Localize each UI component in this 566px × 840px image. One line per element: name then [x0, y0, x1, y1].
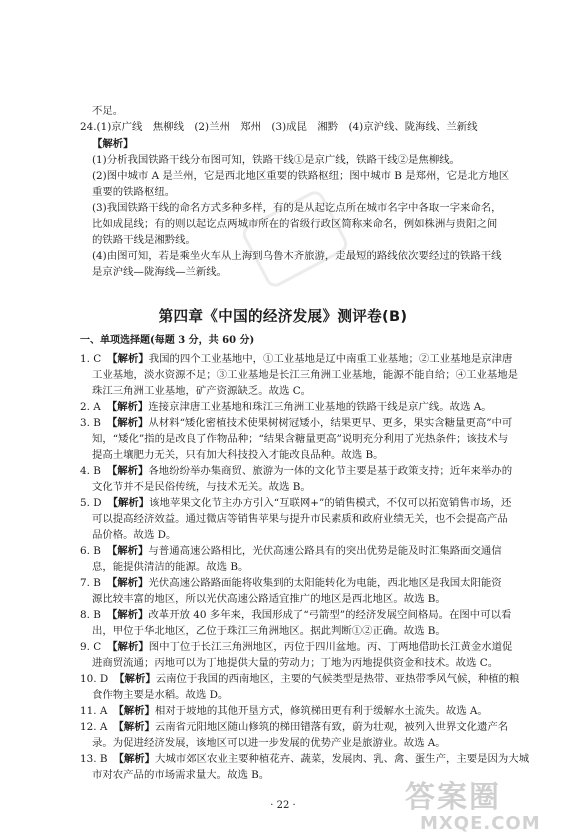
answer-item: [80, 703, 488, 719]
text-line: (3)我国铁路干线的命名方式多种多样，有的是从起讫点所在城市名字中各取一字来命名，: [92, 202, 502, 214]
answer-item: [80, 415, 512, 431]
answer-item: [80, 671, 519, 687]
answer-number: 1. C: [80, 353, 102, 365]
answer-item: [80, 719, 508, 735]
text-line: 是京沪线—陇海线—兰新线。: [92, 266, 228, 278]
text-line: 的铁路干线是湘黔线。: [92, 234, 196, 246]
answer-number: 9. C: [80, 641, 102, 653]
answer-number: 7. B: [80, 577, 101, 589]
text-line: (4)由图可知，若是乘坐火车从上海到乌鲁木齐旅游，走最短的路线依次要经过的铁路干线: [92, 250, 502, 262]
text-line: 重要的铁路枢纽。: [92, 186, 176, 198]
text-line: 相对于坡地的其他开垦方式，修筑梯田更有利于缓解水土流失。故选 A。: [154, 705, 488, 717]
analysis-label: 【解析】: [113, 753, 156, 765]
text-line: 该地苹果文化节主办方引入“互联网+”的销售模式，不仅可以拓宽销售市场，还: [149, 497, 512, 509]
analysis-label: 【解析】: [106, 465, 149, 477]
text-line: 不足。: [92, 105, 124, 117]
text-line: 文化节并不是民俗传统，与技术无关。故选 B。: [92, 481, 311, 493]
answer-item: [80, 463, 512, 479]
answer-number: 12. A: [80, 721, 108, 733]
text-line: 大城市郊区农业主要种植花卉、蔬菜，发展肉、乳、禽、蛋生产，主要是因为大城: [155, 753, 530, 765]
analysis-label: 【解析】: [106, 401, 149, 413]
analysis-label: 【解析】: [106, 609, 149, 621]
answer-number: 11. A: [80, 705, 108, 717]
text-line: 工业基地，淡水资源不足；③工业基地是长江三角洲工业基地，能源不能自给；④工业基地是: [92, 369, 519, 381]
answer-number: 4. B: [80, 465, 101, 477]
analysis-label: 【解析】: [107, 497, 150, 509]
text-line: 比如成昆线；有的则以起讫点两城市所在的省级行政区简称来命名，例如株洲与贵阳之间: [92, 218, 498, 230]
analysis-label: 【解析】: [113, 721, 155, 733]
answer-item: [80, 751, 529, 767]
answer-item: [80, 495, 511, 511]
answer-number: 5. D: [80, 497, 102, 509]
text-line: 录。为促进经济发展，该地区可以进一步发展的优势产业是旅游业。故选 A。: [92, 737, 446, 749]
text-line: (1)分析我国铁路干线分布图可知，铁路干线①是京广线，铁路干线②是焦柳线。: [92, 154, 460, 166]
text-line: 息，能提供清洁的能源。故选 B。: [92, 561, 249, 573]
text-line: 知，“矮化”指的是改良了作物品种；“结果含糖量更高”说明充分利用了光热条件；该技术与: [92, 433, 509, 445]
text-line: 我国的四个工业基地中，①工业基地是辽中南重工业基地；②工业基地是京津唐: [148, 353, 513, 365]
answer-number: 6. B: [80, 545, 101, 557]
text-line: 云南省元阳地区随山修筑的梯田错落有致，蔚为壮观，被列入世界文化遗产名: [154, 721, 509, 733]
text-line: 珠江三角洲工业基地，矿产资源缺乏。故选 C。: [92, 385, 312, 397]
text-line: 可以提高经济效益。通过微店等销售苹果与提升市民素质和政府业绩无关，也不会提高产品: [92, 513, 508, 525]
text-line: 食作物主要是水稻。故选 D。: [92, 689, 229, 701]
answer-number: 2. A: [80, 401, 101, 413]
answer-item: [80, 399, 492, 415]
text-line: 连接京津唐工业基地和珠江三角洲工业基地的铁路干线是京广线。故选 A。: [148, 401, 492, 413]
text-line: 市对农产品的市场需求量大。故选 B。: [92, 769, 270, 781]
page-number: · 22 ·: [270, 800, 296, 811]
answer-item: [80, 543, 502, 559]
text-line: 图中丁位于长江三角洲地区，丙位于四川盆地。丙、丁两地借助长江黄金水道促: [148, 641, 513, 653]
text-line: 从材料“矮化密植技术使果树树冠矮小，结果更早、更多，果实含糖量更高”中可: [148, 417, 513, 429]
text-line: (2)图中城市 A 是兰州，它是西北地区重要的铁路枢纽；图中城市 B 是郑州，它是北方地区: [92, 170, 510, 182]
analysis-label: 【解析】: [106, 545, 149, 557]
analysis-label: 【解析】: [114, 673, 156, 685]
answer-number: 10. D: [80, 673, 109, 685]
analysis-label: 【解析】: [92, 138, 134, 150]
text-line: 进商贸流通；丙地可以为丁地提供大量的劳动力；丁地为丙地提供资金和技术。故选 C。: [92, 657, 499, 669]
answer-item: [80, 575, 502, 591]
answer-number: 3. B: [80, 417, 101, 429]
analysis-label: 【解析】: [106, 577, 149, 589]
answer-number: 8. B: [80, 609, 101, 621]
answer-24: 24.(1)京广线 焦柳线 (2)兰州 郑州 (3)成昆 湘黔 (4)京沪线、陇海线、兰新线: [80, 121, 478, 133]
text-line: 光伏高速公路路面能将收集到的太阳能转化为电能，西北地区是我国太阳能资: [148, 577, 502, 589]
answer-item: [80, 639, 512, 655]
analysis-label: 【解析】: [113, 705, 155, 717]
watermark-url: MXQE.COM: [420, 813, 541, 834]
text-line: 与普通高速公路相比，光伏高速公路具有的突出优势是能及时汇集路面交通信: [148, 545, 502, 557]
text-line: 出，甲位于华北地区，乙位于珠江三角洲地区。据此判断①②正确。故选 B。: [92, 625, 446, 637]
text-line: 各地纷纷举办集商贸、旅游为一体的文化节主要是基于政策支持；近年来举办的: [148, 465, 513, 477]
text-line: 品价格。故选 D。: [92, 529, 177, 541]
text-line: 源比较丰富的地区，所以光伏高速公路适宜推广的地区是西北地区。故选 B。: [92, 593, 446, 605]
analysis-label: 【解析】: [107, 353, 149, 365]
analysis-label: 【解析】: [106, 417, 149, 429]
text-line: 云南位于我国的西南地区，主要的气候类型是热带、亚热带季风气候，种植的粮: [155, 673, 520, 685]
answer-item: [80, 607, 511, 623]
section-title: 一、单项选择题(每题 3 分，共 60 分): [80, 335, 255, 346]
analysis-label: 【解析】: [107, 641, 149, 653]
answer-item: [80, 351, 512, 367]
text-line: 改革开放 40 多年来，我国形成了“弓箭型”的经济发展空间格局。在图中可以看: [148, 609, 512, 621]
answer-number: 13. B: [80, 753, 108, 765]
chapter-title: 第四章《中国的经济发展》测评卷(B): [158, 308, 408, 325]
text-line: 提高土壤肥力无关，只有加大科技投入才能改良品种。故选 B。: [92, 449, 384, 461]
watermark-logo: 答案圈: [405, 780, 501, 815]
